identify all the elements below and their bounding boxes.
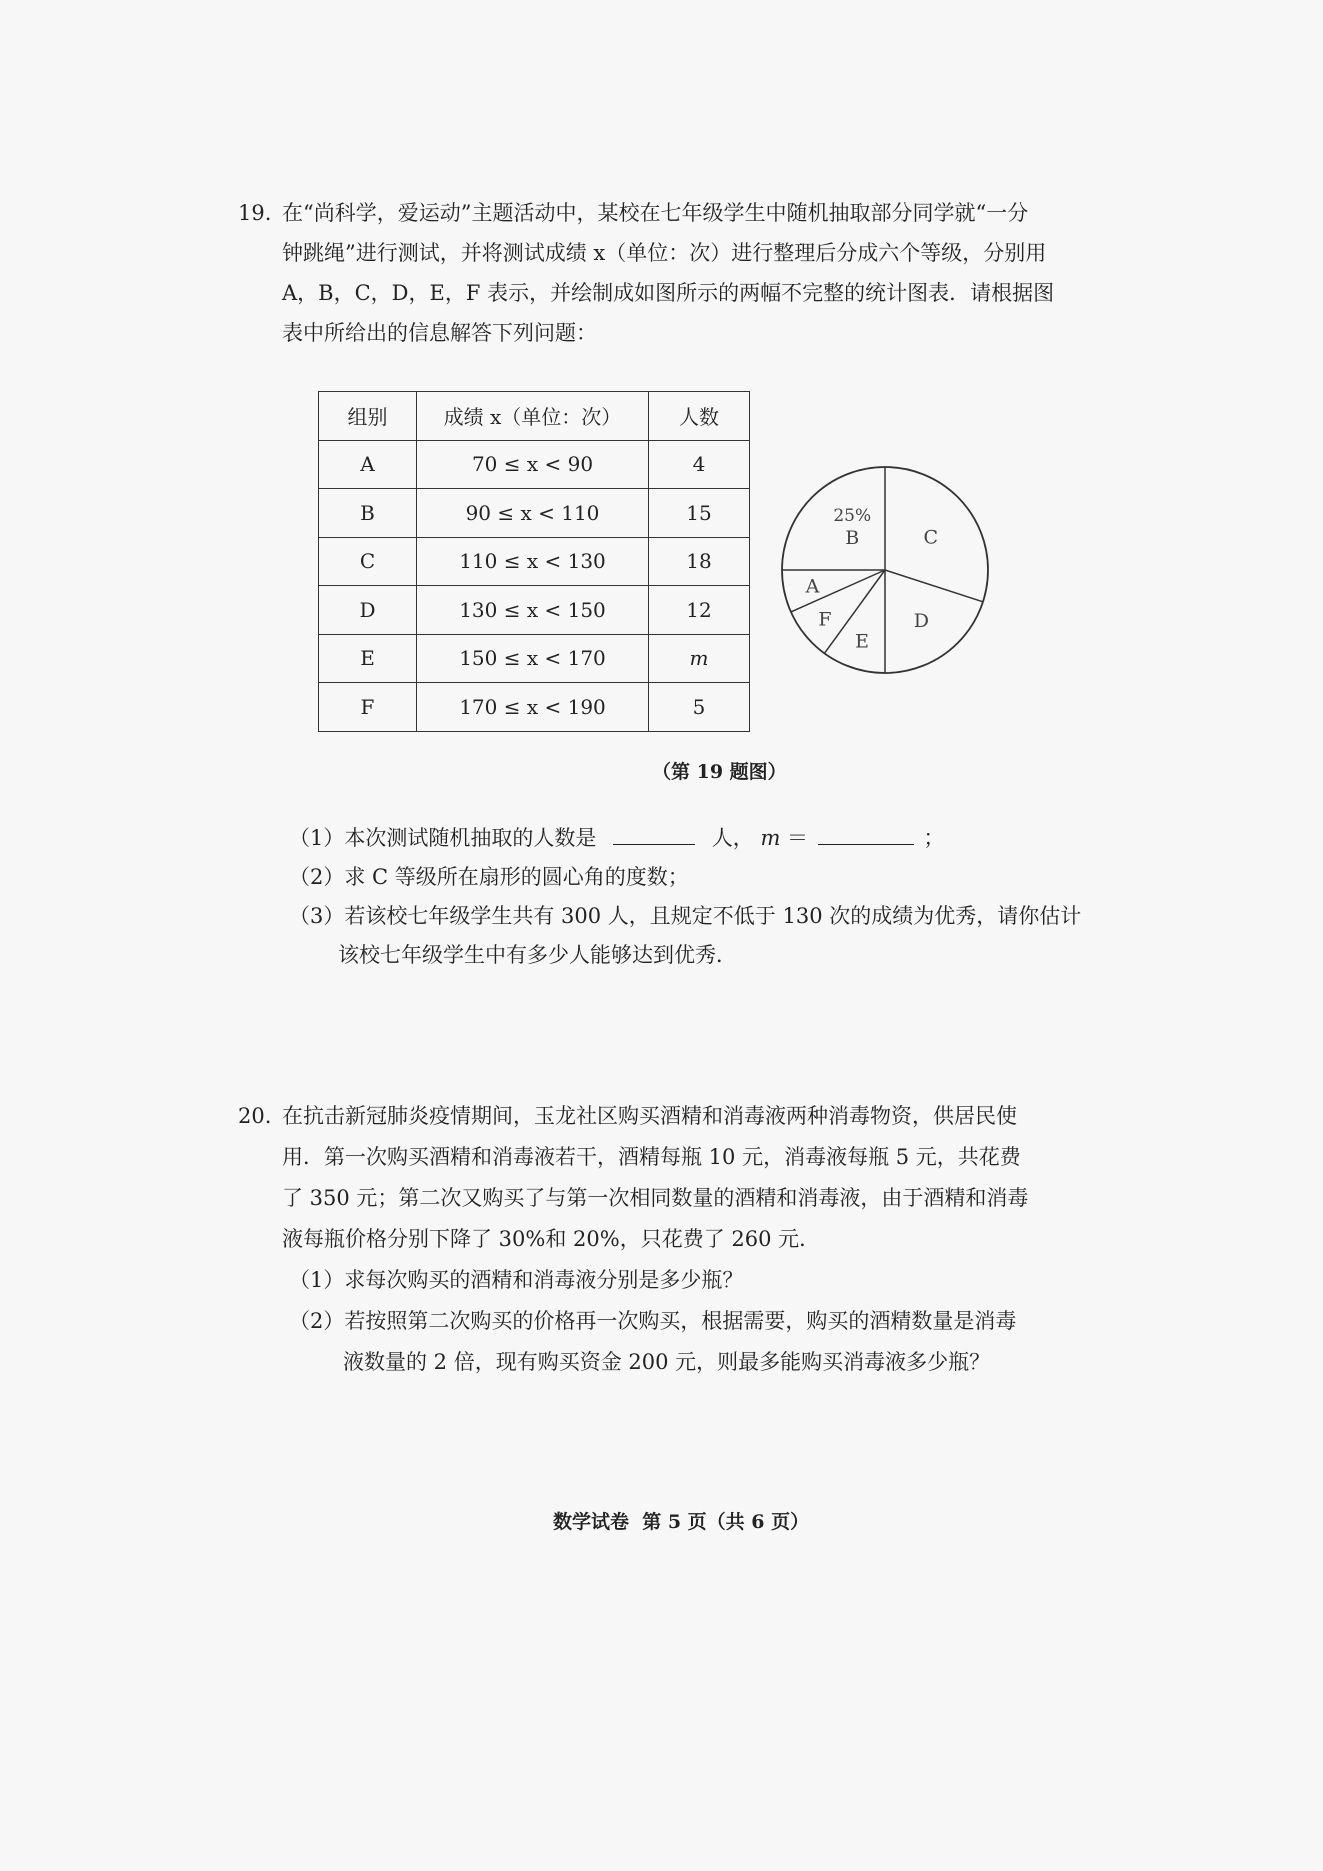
table-row [319, 586, 750, 635]
pie-chart [770, 455, 1000, 685]
cell-group: D [319, 586, 417, 635]
table-header-row [319, 392, 750, 441]
table-row [319, 634, 750, 683]
q20-number: 20. [238, 1104, 272, 1128]
pie-percent-b: 25% [833, 506, 872, 527]
pie-label-e: E [855, 630, 870, 653]
cell-group: F [319, 683, 417, 732]
pie-slice-boundary-d [885, 570, 983, 602]
table-row [319, 537, 750, 586]
cell-count: 18 [649, 537, 750, 586]
q19-number: 19. [238, 201, 272, 225]
cell-range: 70 ≤ x < 90 [417, 440, 649, 489]
cell-count: 12 [649, 586, 750, 635]
q19-text-line-4: 表中所给出的信息解答下列问题： [282, 321, 597, 345]
pie-label-b: B [845, 527, 860, 550]
cell-group: C [319, 537, 417, 586]
q19-sub1-mid: 人， [711, 826, 754, 850]
page-footer: 数学试卷 第 5 页（共 6 页） [553, 1511, 810, 1533]
cell-group: E [319, 634, 417, 683]
cell-count: m [649, 634, 750, 683]
header-group: 组别 [319, 392, 417, 441]
answer-blank-total[interactable] [613, 822, 695, 845]
q19-sub1-eq: ＝ [787, 826, 809, 850]
pie-label-f: F [818, 608, 832, 631]
q19-sub1 [289, 818, 944, 858]
q19-sub2: （2）求 C 等级所在扇形的圆心角的度数； [289, 865, 689, 889]
table-row [319, 683, 750, 732]
header-score: 成绩 x（单位：次） [417, 392, 649, 441]
cell-range: 150 ≤ x < 170 [417, 634, 649, 683]
cell-range: 110 ≤ x < 130 [417, 537, 649, 586]
q20-sub1: （1）求每次购买的酒精和消毒液分别是多少瓶？ [289, 1268, 744, 1292]
cell-group: B [319, 489, 417, 538]
cell-count: 4 [649, 440, 750, 489]
pie-label-a: A [805, 575, 820, 598]
q19-text-line-2: 钟跳绳”进行测试，并将测试成绩 x（单位：次）进行整理后分成六个等级，分别用 [282, 241, 1047, 265]
cell-group: A [319, 440, 417, 489]
figure-caption: （第 19 题图） [652, 761, 787, 783]
q19-sub3-line-1: （3）若该校七年级学生共有 300 人，且规定不低于 130 次的成绩为优秀，请你估计 [289, 904, 1082, 928]
cell-range: 130 ≤ x < 150 [417, 586, 649, 635]
q19-text-line-3: A，B，C，D，E，F 表示，并绘制成如图所示的两幅不完整的统计图表．请根据图 [282, 281, 1055, 305]
q19-sub1-prefix: （1）本次测试随机抽取的人数是 [289, 826, 597, 850]
q20-sub2-line-1: （2）若按照第二次购买的价格再一次购买，根据需要，购买的酒精数量是消毒 [289, 1309, 1017, 1333]
answer-blank-m[interactable] [818, 822, 914, 845]
q19-text-line-1: 在“尚科学，爱运动”主题活动中，某校在七年级学生中随机抽取部分同学就“一分 [282, 201, 1029, 225]
table-row [319, 489, 750, 538]
cell-count: 15 [649, 489, 750, 538]
q20-text-line-2: 用．第一次购买酒精和消毒液若干，酒精每瓶 10 元，消毒液每瓶 5 元，共花费 [282, 1145, 1021, 1169]
cell-range: 170 ≤ x < 190 [417, 683, 649, 732]
header-count: 人数 [649, 392, 750, 441]
q20-text-line-4: 液每瓶价格分别下降了 30%和 20%，只花费了 260 元． [282, 1227, 821, 1251]
cell-count: 5 [649, 683, 750, 732]
table-row [319, 440, 750, 489]
q19-sub1-m: m [760, 826, 781, 850]
q19-sub1-end: ； [923, 826, 945, 850]
q20-text-line-1: 在抗击新冠肺炎疫情期间，玉龙社区购买酒精和消毒液两种消毒物资，供居民使 [282, 1104, 1017, 1128]
pie-label-d: D [913, 609, 929, 632]
q20-text-line-3: 了 350 元；第二次又购买了与第一次相同数量的酒精和消毒液，由于酒精和消毒 [282, 1186, 1029, 1210]
q19-sub3-line-2: 该校七年级学生中有多少人能够达到优秀． [338, 943, 737, 967]
score-table [318, 391, 750, 732]
cell-range: 90 ≤ x < 110 [417, 489, 649, 538]
pie-label-c: C [923, 526, 939, 549]
q20-sub2-line-2: 液数量的 2 倍，现有购买资金 200 元，则最多能购买消毒液多少瓶？ [343, 1350, 991, 1374]
